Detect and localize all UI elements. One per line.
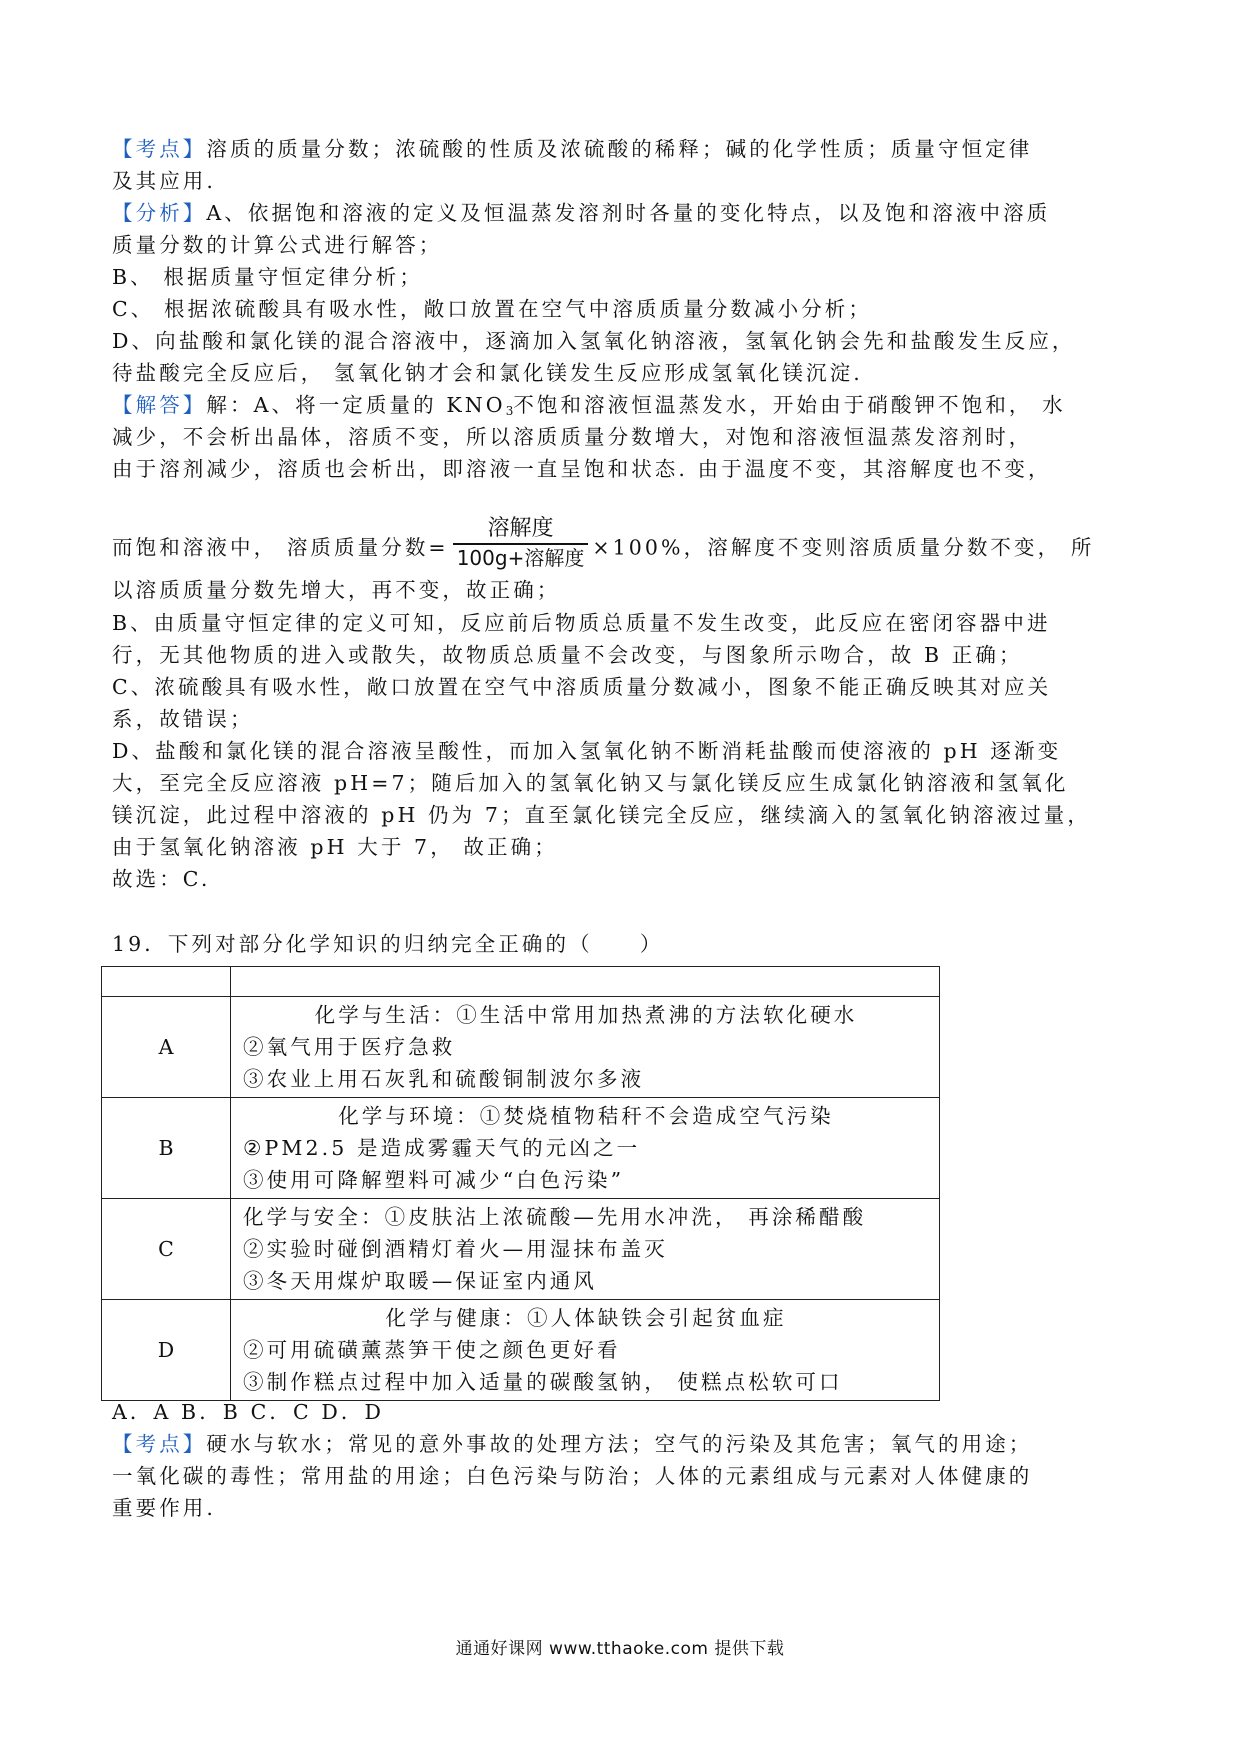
table-header-row	[102, 967, 940, 997]
jieda-line-14: 故选：C.	[112, 867, 211, 891]
q19-kaodian-tag: 【考点】	[112, 1432, 207, 1456]
header-cell-empty	[102, 967, 231, 997]
fenxi-line-1: 【分析】A、依据饱和溶液的定义及恒温蒸发溶剂时各量的变化特点，以及饱和溶液中溶质	[112, 201, 1051, 225]
q19-kaodian-line-1: 【考点】硬水与软水；常见的意外事故的处理方法；空气的污染及其危害；氧气的用途；	[112, 1432, 1033, 1456]
mass-fraction-formula	[453, 515, 589, 571]
jieda-line-1: 【解答】解：A、将一定质量的 $KNO_3$不饱和溶液恒温蒸发水，开始由于硝酸钾不饱和， 水	[112, 393, 1066, 418]
page-footer: 通通好课网 www.tthaoke.com 提供下载	[455, 1639, 785, 1659]
header-cell-empty	[231, 967, 940, 997]
jieda-line-10: D、盐酸和氯化镁的混合溶液呈酸性，而加入氢氧化钠不断消耗盐酸而使溶液的 pH 逐渐变	[112, 739, 1062, 763]
jieda-line-6: B、由质量守恒定律的定义可知，反应前后物质总质量不发生改变，此反应在密闭容器中进	[112, 611, 1051, 635]
jieda-line-11: 大，至完全反应溶液 pH=7；随后加入的氢氧化钠又与氯化镁反应生成氯化钠溶液和氢氧化	[112, 771, 1069, 795]
jieda-line-5: 以溶质质量分数先增大，再不变，故正确；	[112, 578, 561, 602]
fenxi-line-6: 待盐酸完全反应后， 氢氧化钠才会和氯化镁发生反应形成氢氧化镁沉淀.	[112, 361, 863, 385]
fenxi-line-2: 质量分数的计算公式进行解答；	[112, 233, 443, 257]
question-19-table	[101, 966, 940, 1401]
q19-kaodian-line-3: 重要作用.	[112, 1496, 217, 1520]
jieda-line-4-formula: 而饱和溶液中， 溶质质量分数= $\frac{\text{溶解度}}{\text{100g+溶解度}}$ ×100%，溶解度不变则溶质质量分数不变， 所	[112, 516, 1095, 570]
jieda-line-12: 镁沉淀，此过程中溶液的 pH 仍为 7；直至氯化镁完全反应，继续滴入的氢氧化钠溶液过量，	[112, 803, 1091, 827]
table-row	[102, 1098, 940, 1199]
jieda-line-2: 减少，不会析出晶体，溶质不变，所以溶质质量分数增大，对饱和溶液恒温蒸发溶剂时，	[112, 425, 1033, 449]
option-content: 化学与环境：①焚烧植物秸秆不会造成空气污染 ②PM2.5 是造成雾霾天气的元凶之一 ③使用可降解塑料可减少“白色污染”	[231, 1098, 940, 1199]
table-row	[102, 1300, 940, 1401]
jieda-tag: 【解答】	[112, 393, 207, 417]
kaodian-line-2: 及其应用.	[112, 169, 217, 193]
option-label: D	[102, 1300, 231, 1401]
jieda-line-9: 系，故错误；	[112, 707, 254, 731]
jieda-line-13: 由于氢氧化钠溶液 pH 大于 7， 故正确；	[112, 835, 558, 859]
jieda-line-3: 由于溶剂减少，溶质也会析出，即溶液一直呈饱和状态. 由于温度不变，其溶解度也不变，	[112, 457, 1052, 481]
option-label: C	[102, 1199, 231, 1300]
table-row	[102, 1199, 940, 1300]
fenxi-line-5: D、向盐酸和氯化镁的混合溶液中，逐滴加入氢氧化钠溶液，氢氧化钠会先和盐酸发生反应，	[112, 329, 1076, 353]
option-content: 化学与健康：①人体缺铁会引起贫血症 ②可用硫磺薰蒸笋干使之颜色更好看 ③制作糕点过程中加入适量的碳酸氢钠， 使糕点松软可口	[231, 1300, 940, 1401]
jieda-line-7: 行，无其他物质的进入或散失，故物质总质量不会改变，与图象所示吻合，故 B 正确；	[112, 643, 1023, 667]
option-content: 化学与生活：①生活中常用加热煮沸的方法软化硬水 ②氧气用于医疗急救 ③农业上用石灰乳和硫酸铜制波尔多液	[231, 997, 940, 1098]
option-label: B	[102, 1098, 231, 1199]
question-19-choices: A．A B．B C．C D．D	[112, 1400, 385, 1424]
table-row	[102, 997, 940, 1098]
formula-numerator: 溶解度	[453, 515, 589, 545]
option-content: 化学与安全：①皮肤沾上浓硫酸—先用水冲洗， 再涂稀醋酸 ②实验时碰倒酒精灯着火—用湿抹布盖灭 ③冬天用煤炉取暖—保证室内通风	[231, 1199, 940, 1300]
formula-denominator: 100g+溶解度	[456, 546, 585, 570]
fenxi-tag: 【分析】	[112, 201, 207, 225]
kaodian-tag: 【考点】	[112, 137, 207, 161]
kaodian-line-1: 【考点】溶质的质量分数；浓硫酸的性质及浓硫酸的稀释；碱的化学性质；质量守恒定律	[112, 137, 1033, 161]
q19-kaodian-line-2: 一氧化碳的毒性；常用盐的用途；白色污染与防治；人体的元素组成与元素对人体健康的	[112, 1464, 1033, 1488]
option-label: A	[102, 997, 231, 1098]
fenxi-line-4: C、 根据浓硫酸具有吸水性，敞口放置在空气中溶质质量分数减小分析；	[112, 297, 872, 321]
fenxi-line-3: B、 根据质量守恒定律分析；	[112, 265, 423, 289]
question-19-stem: 19．下列对部分化学知识的归纳完全正确的（ ）	[112, 932, 664, 956]
jieda-line-8: C、浓硫酸具有吸水性，敞口放置在空气中溶质质量分数减小，图象不能正确反映其对应关	[112, 675, 1052, 699]
